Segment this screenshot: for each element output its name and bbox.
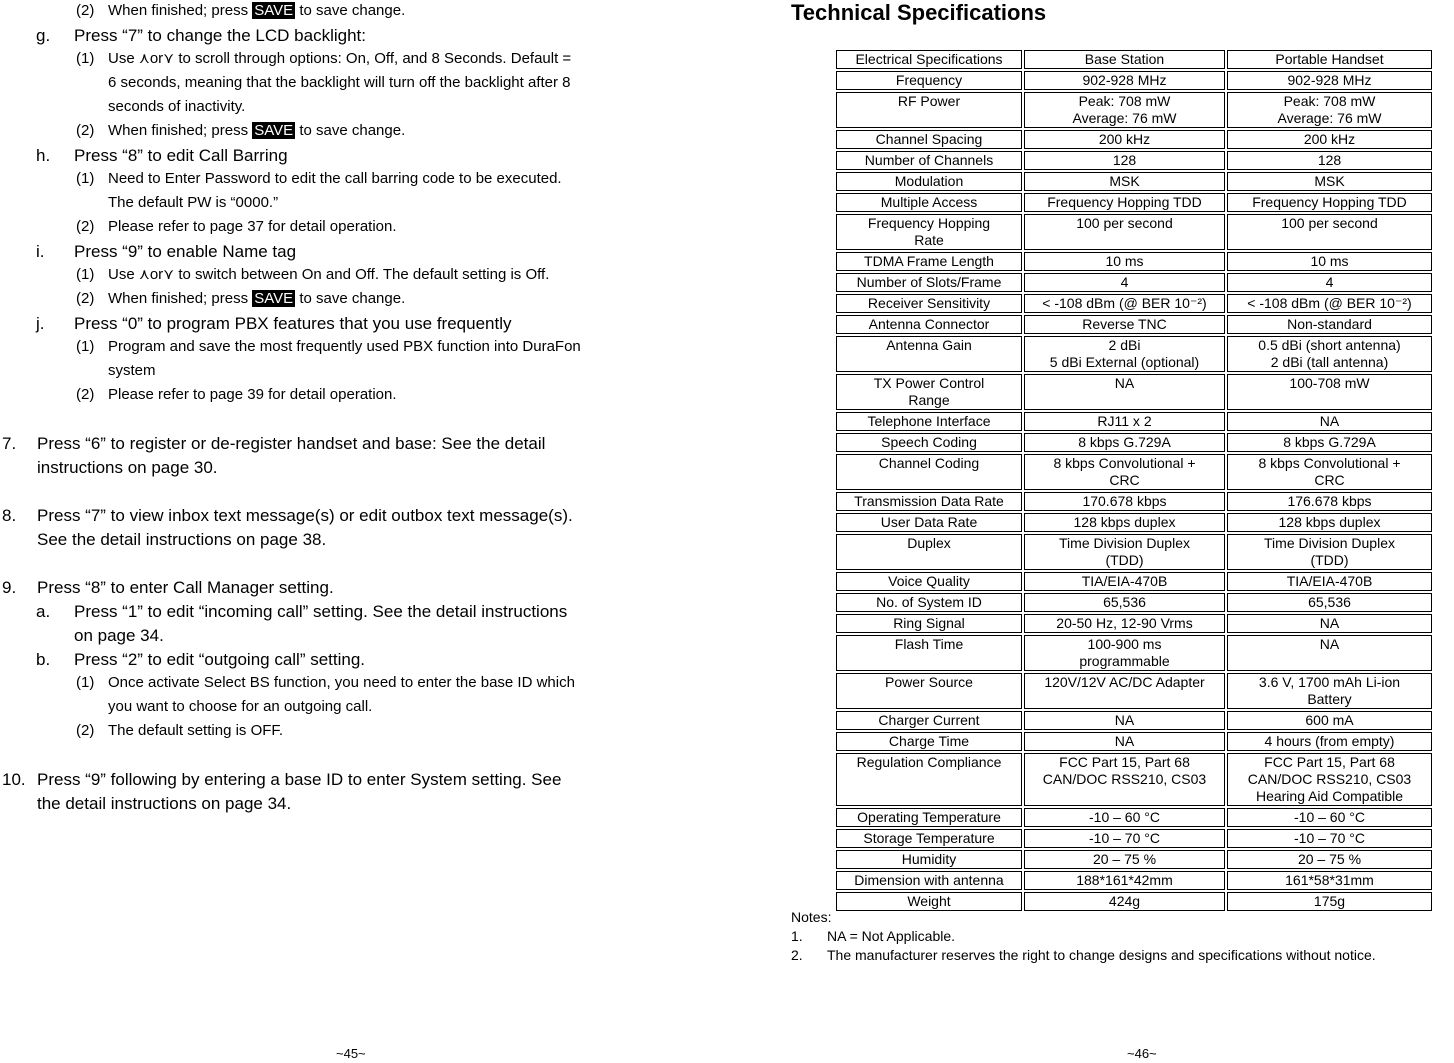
table-row	[836, 635, 1432, 671]
table-row	[836, 433, 1432, 452]
table-row	[836, 492, 1432, 511]
instruction-line: Program and save the most frequently used PBX function into DuraFon	[108, 338, 581, 355]
table-row	[836, 336, 1432, 372]
spec-name-cell: Humidity	[836, 850, 1022, 869]
right-page	[727, 0, 1454, 1063]
base-station-cell: 8 kbps Convolutional + CRC	[1024, 454, 1225, 490]
instruction-line: Press “8” to enter Call Manager setting.	[37, 578, 334, 597]
table-row	[836, 614, 1432, 633]
spec-name-cell: Power Source	[836, 673, 1022, 709]
spec-name-cell: Telephone Interface	[836, 412, 1022, 431]
spec-name-cell: Duplex	[836, 534, 1022, 570]
spec-name-cell: Charge Time	[836, 732, 1022, 751]
item-marker: (1)	[76, 170, 95, 187]
spec-name-cell: No. of System ID	[836, 593, 1022, 612]
spec-name-cell: User Data Rate	[836, 513, 1022, 532]
table-row	[836, 711, 1432, 730]
base-station-cell: NA	[1024, 711, 1225, 730]
base-station-cell: Peak: 708 mW Average: 76 mW	[1024, 92, 1225, 128]
table-row	[836, 673, 1432, 709]
base-station-cell: 424g	[1024, 892, 1225, 911]
spec-name-cell: Modulation	[836, 172, 1022, 191]
table-row	[836, 808, 1432, 827]
instruction-line: Press “0” to program PBX features that you use frequently	[74, 314, 512, 333]
table-row	[836, 71, 1432, 90]
instruction-line: Use ⋏or⋎ to scroll through options: On, Off, and 8 Seconds. Default =	[108, 50, 572, 67]
instruction-line: instructions on page 30.	[37, 458, 218, 477]
spec-name-cell: Storage Temperature	[836, 829, 1022, 848]
handset-cell: NA	[1227, 635, 1432, 671]
instruction-line: Press “2” to edit “outgoing call” setting.	[74, 650, 366, 669]
instruction-line: Once activate Select BS function, you need to enter the base ID which	[108, 674, 575, 691]
note-item: 2. The manufacturer reserves the right to change designs and specifications without notice.	[791, 947, 1376, 963]
table-row	[836, 315, 1432, 334]
item-marker: (2)	[76, 722, 95, 739]
save-key-label: SAVE	[254, 2, 294, 19]
instruction-line: Press “7” to view inbox text message(s) or edit outbox text message(s).	[37, 506, 573, 525]
base-station-cell: 200 kHz	[1024, 130, 1225, 149]
base-station-cell: TIA/EIA-470B	[1024, 572, 1225, 591]
base-station-cell: -10 – 70 °C	[1024, 829, 1225, 848]
base-station-cell: NA	[1024, 732, 1225, 751]
instruction-line: Press “8” to edit Call Barring	[74, 146, 288, 165]
table-row	[836, 172, 1432, 191]
instruction-line: See the detail instructions on page 38.	[37, 530, 327, 549]
base-station-cell: 2 dBi 5 dBi External (optional)	[1024, 336, 1225, 372]
base-station-cell: < -108 dBm (@ BER 10⁻²)	[1024, 294, 1225, 313]
spec-name-cell: Ring Signal	[836, 614, 1022, 633]
page-number-left: ~45~	[336, 1046, 366, 1061]
instruction-line: on page 34.	[74, 626, 164, 645]
spec-name-cell: Number of Slots/Frame	[836, 273, 1022, 292]
spec-name-cell: Dimension with antenna	[836, 871, 1022, 890]
base-station-cell: 100-900 ms programmable	[1024, 635, 1225, 671]
instruction-line: When finished; press SAVE to save change.	[108, 122, 406, 139]
table-row	[836, 252, 1432, 271]
handset-cell: 175g	[1227, 892, 1432, 911]
table-row	[836, 454, 1432, 490]
handset-cell: 20 – 75 %	[1227, 850, 1432, 869]
base-station-cell: 65,536	[1024, 593, 1225, 612]
handset-cell: 161*58*31mm	[1227, 871, 1432, 890]
table-row	[836, 850, 1432, 869]
instruction-line: seconds of inactivity.	[108, 98, 246, 115]
spec-name-cell: Antenna Gain	[836, 336, 1022, 372]
table-row	[836, 593, 1432, 612]
save-key-label: SAVE	[254, 122, 294, 139]
table-row	[836, 193, 1432, 212]
handset-cell: 8 kbps Convolutional + CRC	[1227, 454, 1432, 490]
spec-name-cell: Receiver Sensitivity	[836, 294, 1022, 313]
table-row	[836, 412, 1432, 431]
handset-cell: 3.6 V, 1700 mAh Li-ion Battery	[1227, 673, 1432, 709]
base-station-cell: Reverse TNC	[1024, 315, 1225, 334]
spec-name-cell: Transmission Data Rate	[836, 492, 1022, 511]
base-station-cell: 128 kbps duplex	[1024, 513, 1225, 532]
handset-cell: 8 kbps G.729A	[1227, 433, 1432, 452]
item-marker: (1)	[76, 266, 95, 283]
base-station-cell: Time Division Duplex (TDD)	[1024, 534, 1225, 570]
spec-name-cell: Frequency	[836, 71, 1022, 90]
page-title: Technical Specifications	[791, 0, 1047, 25]
table-row	[836, 92, 1432, 128]
handset-cell: 200 kHz	[1227, 130, 1432, 149]
page-number-right: ~46~	[1127, 1046, 1157, 1061]
table-row	[836, 130, 1432, 149]
item-marker: 7.	[2, 434, 17, 453]
table-row	[836, 871, 1432, 890]
item-marker: (1)	[76, 674, 95, 691]
spec-name-cell: Multiple Access	[836, 193, 1022, 212]
item-marker: b.	[36, 650, 51, 669]
item-marker: (1)	[76, 338, 95, 355]
handset-cell: 600 mA	[1227, 711, 1432, 730]
item-marker: h.	[36, 146, 51, 165]
spec-name-cell: Flash Time	[836, 635, 1022, 671]
instruction-line: Please refer to page 39 for detail operation.	[108, 386, 397, 403]
handset-cell: Peak: 708 mW Average: 76 mW	[1227, 92, 1432, 128]
table-row	[836, 732, 1432, 751]
table-row	[836, 374, 1432, 410]
item-marker: (2)	[76, 386, 95, 403]
table-row	[836, 294, 1432, 313]
handset-cell: 176.678 kbps	[1227, 492, 1432, 511]
handset-cell: Non-standard	[1227, 315, 1432, 334]
item-marker: (1)	[76, 50, 95, 67]
spec-name-cell: Channel Spacing	[836, 130, 1022, 149]
instruction-line: 6 seconds, meaning that the backlight will turn off the backlight after 8	[108, 74, 571, 91]
spec-name-cell: Antenna Connector	[836, 315, 1022, 334]
item-marker: (2)	[76, 218, 95, 235]
spec-name-cell: Operating Temperature	[836, 808, 1022, 827]
handset-cell: 128 kbps duplex	[1227, 513, 1432, 532]
header-electrical: Electrical Specifications	[836, 50, 1022, 69]
item-marker: 9.	[2, 578, 17, 597]
notes	[791, 908, 1376, 965]
handset-cell: 4 hours (from empty)	[1227, 732, 1432, 751]
base-station-cell: 170.678 kbps	[1024, 492, 1225, 511]
instruction-line: system	[108, 362, 156, 379]
table-header-row	[836, 50, 1432, 69]
header-base-station: Base Station	[1024, 50, 1225, 69]
spec-name-cell: RF Power	[836, 92, 1022, 128]
notes-title: Notes:	[791, 909, 832, 925]
instruction-line: Use ⋏or⋎ to switch between On and Off. The default setting is Off.	[108, 266, 550, 283]
spec-name-cell: Number of Channels	[836, 151, 1022, 170]
item-marker: 10.	[2, 770, 26, 789]
handset-cell: FCC Part 15, Part 68 CAN/DOC RSS210, CS03 Hearing Aid Compatible	[1227, 753, 1432, 806]
instruction-line: When finished; press SAVE to save change.	[108, 2, 406, 19]
base-station-cell: 100 per second	[1024, 214, 1225, 250]
item-marker: 8.	[2, 506, 17, 525]
base-station-cell: RJ11 x 2	[1024, 412, 1225, 431]
handset-cell: TIA/EIA-470B	[1227, 572, 1432, 591]
save-key-label: SAVE	[254, 290, 294, 307]
base-station-cell: Frequency Hopping TDD	[1024, 193, 1225, 212]
handset-cell: 65,536	[1227, 593, 1432, 612]
handset-cell: Frequency Hopping TDD	[1227, 193, 1432, 212]
spec-name-cell: Voice Quality	[836, 572, 1022, 591]
table-row	[836, 273, 1432, 292]
instruction-line: Please refer to page 37 for detail operation.	[108, 218, 397, 235]
handset-cell: NA	[1227, 412, 1432, 431]
instruction-line: the detail instructions on page 34.	[37, 794, 292, 813]
spec-name-cell: Frequency Hopping Rate	[836, 214, 1022, 250]
table-row	[836, 151, 1432, 170]
base-station-cell: NA	[1024, 374, 1225, 410]
item-marker: g.	[36, 26, 51, 45]
handset-cell: -10 – 60 °C	[1227, 808, 1432, 827]
instruction-line: Press “9” following by entering a base ID to enter System setting. See	[37, 770, 562, 789]
spec-name-cell: TX Power Control Range	[836, 374, 1022, 410]
instruction-line: The default PW is “0000.”	[108, 194, 279, 211]
instruction-line: When finished; press SAVE to save change.	[108, 290, 406, 307]
base-station-cell: 10 ms	[1024, 252, 1225, 271]
handset-cell: 128	[1227, 151, 1432, 170]
table-row	[836, 214, 1432, 250]
item-marker: (2)	[76, 122, 95, 139]
base-station-cell: 902-928 MHz	[1024, 71, 1225, 90]
base-station-cell: 20-50 Hz, 12-90 Vrms	[1024, 614, 1225, 633]
item-marker: j.	[36, 314, 45, 333]
spec-name-cell: Charger Current	[836, 711, 1022, 730]
handset-cell: 902-928 MHz	[1227, 71, 1432, 90]
handset-cell: 4	[1227, 273, 1432, 292]
base-station-cell: FCC Part 15, Part 68 CAN/DOC RSS210, CS03	[1024, 753, 1225, 806]
instruction-line: Press “1” to edit “incoming call” setting. See the detail instructions	[74, 602, 568, 621]
item-marker: i.	[36, 242, 45, 261]
instruction-line: you want to choose for an outgoing call.	[108, 698, 373, 715]
instruction-line: Press “6” to register or de-register handset and base: See the detail	[37, 434, 546, 453]
handset-cell: MSK	[1227, 172, 1432, 191]
base-station-cell: 20 – 75 %	[1024, 850, 1225, 869]
item-marker: a.	[36, 602, 51, 621]
table-row	[836, 829, 1432, 848]
base-station-cell: 188*161*42mm	[1024, 871, 1225, 890]
handset-cell: 10 ms	[1227, 252, 1432, 271]
base-station-cell: 4	[1024, 273, 1225, 292]
base-station-cell: -10 – 60 °C	[1024, 808, 1225, 827]
base-station-cell: 8 kbps G.729A	[1024, 433, 1225, 452]
base-station-cell: 120V/12V AC/DC Adapter	[1024, 673, 1225, 709]
handset-cell: 0.5 dBi (short antenna) 2 dBi (tall antenna)	[1227, 336, 1432, 372]
spec-name-cell: TDMA Frame Length	[836, 252, 1022, 271]
item-marker: (2)	[76, 2, 95, 19]
handset-cell: Time Division Duplex (TDD)	[1227, 534, 1432, 570]
base-station-cell: MSK	[1024, 172, 1225, 191]
table-row	[836, 513, 1432, 532]
handset-cell: NA	[1227, 614, 1432, 633]
table-row	[836, 534, 1432, 570]
handset-cell: 100 per second	[1227, 214, 1432, 250]
header-portable-handset: Portable Handset	[1227, 50, 1432, 69]
instruction-line: Need to Enter Password to edit the call barring code to be executed.	[108, 170, 562, 187]
instruction-line: Press “9” to enable Name tag	[74, 242, 297, 261]
spec-name-cell: Channel Coding	[836, 454, 1022, 490]
base-station-cell: 128	[1024, 151, 1225, 170]
spec-name-cell: Weight	[836, 892, 1022, 911]
spec-table	[834, 48, 1434, 913]
spec-name-cell: Speech Coding	[836, 433, 1022, 452]
table-row	[836, 753, 1432, 806]
note-item: 1. NA = Not Applicable.	[791, 928, 956, 944]
instruction-line: Press “7” to change the LCD backlight:	[74, 26, 366, 45]
table-row	[836, 572, 1432, 591]
instruction-line: The default setting is OFF.	[108, 722, 284, 739]
item-marker: (2)	[76, 290, 95, 307]
spec-name-cell: Regulation Compliance	[836, 753, 1022, 806]
handset-cell: < -108 dBm (@ BER 10⁻²)	[1227, 294, 1432, 313]
handset-cell: -10 – 70 °C	[1227, 829, 1432, 848]
handset-cell: 100-708 mW	[1227, 374, 1432, 410]
